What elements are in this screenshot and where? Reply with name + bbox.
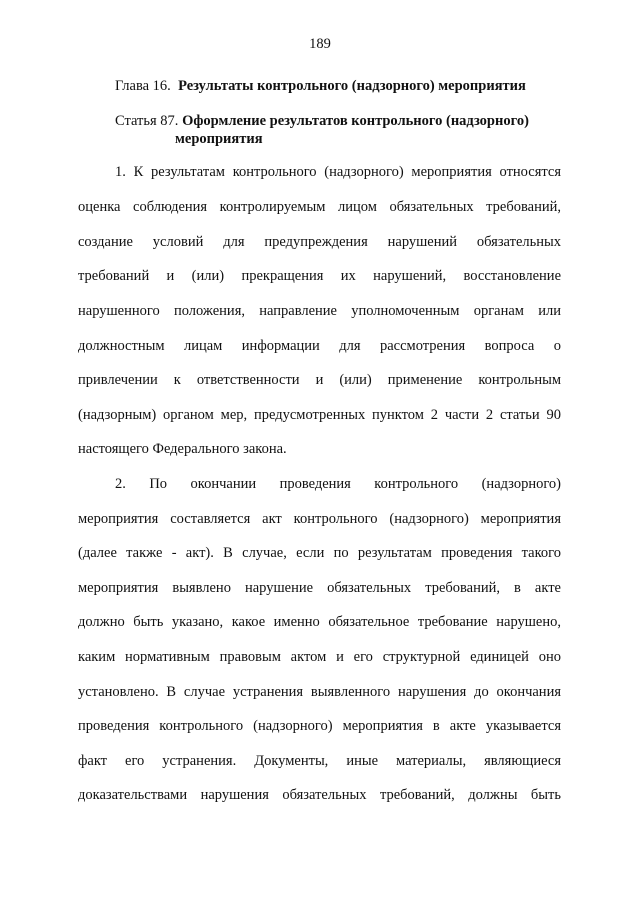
text-line: нарушенного положения, направление уполномоченным органам или (78, 303, 561, 319)
chapter-prefix: Глава 16. (115, 78, 171, 94)
text-line: должностным лицам информации для рассмотрения вопроса о (78, 338, 561, 354)
article-title-line1: Оформление результатов контрольного (надзорного) (182, 113, 529, 129)
chapter-title: Результаты контрольного (надзорного) мероприятия (178, 78, 526, 94)
text-line: мероприятия выявлено нарушение обязательных требований, в акте (78, 580, 561, 596)
text-line: должно быть указано, какое именно обязательное требование нарушено, (78, 614, 561, 630)
page-number: 189 (309, 36, 331, 52)
text-line: привлечении к ответственности и (или) применение контрольным (78, 372, 561, 388)
text-line: (далее также - акт). В случае, если по результатам проведения такого (78, 545, 561, 561)
text-line: установлено. В случае устранения выявленного нарушения до окончания (78, 684, 561, 700)
text-line: оценка соблюдения контролируемым лицом обязательных требований, (78, 199, 561, 215)
text-line: требований и (или) прекращения их нарушений, восстановление (78, 268, 561, 284)
text-line: факт его устранения. Документы, иные материалы, являющиеся (78, 753, 561, 769)
article-title-line2: мероприятия (175, 131, 263, 147)
text-line: создание условий для предупреждения нарушений обязательных (78, 234, 561, 250)
text-line: (надзорным) органом мер, предусмотренных пунктом 2 части 2 статьи 90 (78, 407, 561, 423)
text-line: каким нормативным правовым актом и его структурной единицей оно (78, 649, 561, 665)
chapter-heading (115, 77, 570, 95)
text-line: 1. К результатам контрольного (надзорного) мероприятия относятся (115, 164, 561, 180)
text-line: мероприятия составляется акт контрольного (надзорного) мероприятия (78, 511, 561, 527)
text-line: 2. По окончании проведения контрольного (надзорного) (115, 476, 561, 492)
article-heading (115, 112, 570, 148)
text-line: настоящего Федерального закона. (78, 441, 287, 457)
text-line: доказательствами нарушения обязательных требований, должны быть (78, 787, 561, 803)
article-prefix: Статья 87. (115, 113, 179, 129)
text-line: проведения контрольного (надзорного) мероприятия в акте указывается (78, 718, 561, 734)
